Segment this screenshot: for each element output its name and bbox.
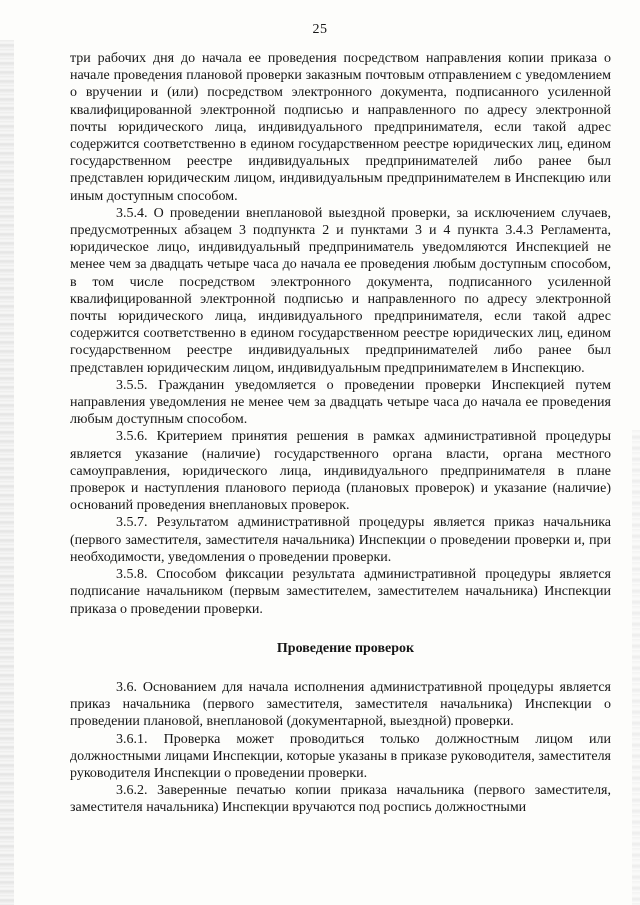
page-number: 25 xyxy=(312,22,328,37)
paragraph-continuation: три рабочих дня до начала ее проведения посредством направления копии приказа о начале проведения плановой проверки заказным почтовым отправлением с уведомлением о вручении и (или) посредством электронного документа, подписанного усиленной квалифицированной электронной подписью и направленного по адресу электронной почты юридического лица, индивидуального предпринимателя, если такой адрес содержится соответственно в едином государственном реестре юридических лиц, едином государственном реестре индивидуальных предпринимателей либо ранее был представлен юридическим лицом, индивидуальным предпринимателем в Инспекцию или иным доступным способом. xyxy=(70,51,611,204)
document-body xyxy=(70,50,611,817)
scan-edge-left xyxy=(0,40,14,905)
paragraph-3-6-1: 3.6.1. Проверка может проводиться только должностным лицом или должностными лицами Инспекции, которые указаны в приказе руководителя, заместителя руководителя Инспекции о проведении проверки. xyxy=(70,731,611,781)
paragraph-3-5-7: 3.5.7. Результатом административной процедуры является приказ начальника (первого заместителя, заместителя начальника) Инспекции о проведении проверки и, при необходимости, уведомления о проведении проверки. xyxy=(70,515,611,565)
paragraph-3-5-6: 3.5.6. Критерием принятия решения в рамках административной процедуры является указание (наличие) государственного органа власти, органа местного самоуправления, юридического лица, индивидуального предпринимателя в плане проверок и наступления планового периода (плановых проверок) и указание (наличие) оснований проведения внеплановых проверок. xyxy=(70,429,611,514)
paragraph-3-5-4: 3.5.4. О проведении внеплановой выездной проверки, за исключением случаев, предусмотренных абзацем 3 подпункта 2 и пунктами 3 и 4 пункта 3.4.3 Регламента, юридическое лицо, индивидуальный предприниматель уведомляются Инспекцией не менее чем за двадцать четыре часа до начала ее проведения любым доступным способом, в том числе посредством электронного документа, подписанного усиленной квалифицированной электронной подписью и направленного по адресу электронной почты юридического лица, индивидуального предпринимателя, если такой адрес содержится соответственно в едином государственном реестре юридических лиц, едином государственном реестре индивидуальных предпринимателей либо ранее был представлен юридическим лицом, индивидуальным предпринимателем в Инспекцию. xyxy=(70,205,611,376)
paragraph-3-6-2: 3.6.2. Заверенные печатью копии приказа начальника (первого заместителя, заместителя начальника) Инспекции вручаются под роспись должностными xyxy=(70,783,611,816)
paragraph-3-5-8: 3.5.8. Способом фиксации результата административной процедуры является подписание начальником (первым заместителем, заместителем начальника) Инспекции приказа о проведении проверки. xyxy=(70,567,611,617)
paragraph-3-5-5: 3.5.5. Гражданин уведомляется о проведении проверки Инспекцией путем направления уведомления не менее чем за двадцать четыре часа до начала ее проведения любым доступным способом. xyxy=(70,377,611,428)
paragraph-3-6: 3.6. Основанием для начала исполнения административной процедуры является приказ начальника (первого заместителя, заместителя начальника) Инспекции о проведении плановой, внеплановой (документарной, выездной) проверки. xyxy=(70,679,611,730)
section-heading: Проведение проверок xyxy=(276,640,415,656)
scan-edge-right xyxy=(632,430,640,905)
